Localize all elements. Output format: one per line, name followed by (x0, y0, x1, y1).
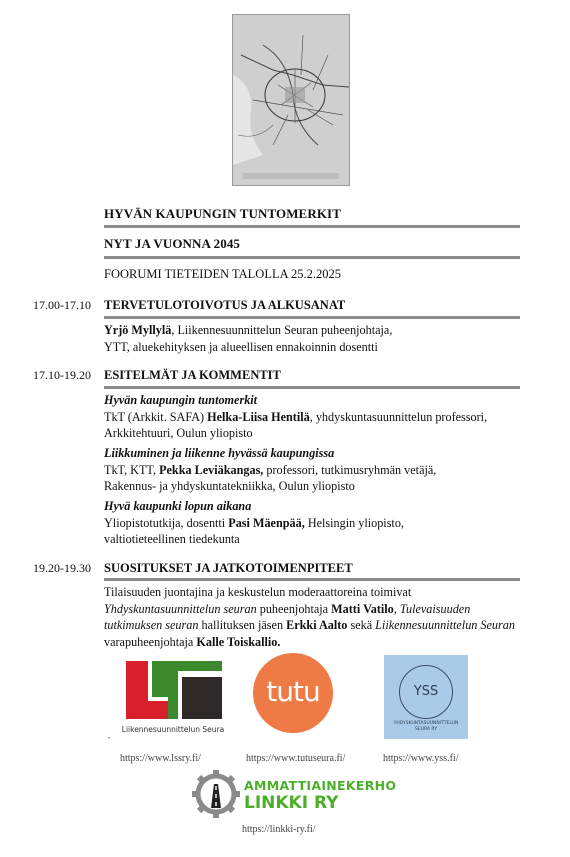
talk-title: Liikkuminen ja liikenne hyvässä kaupungissa (104, 446, 335, 460)
linkki-link[interactable]: https://linkki-ry.fi/ (242, 824, 316, 835)
talk-speaker-post: Helsingin yliopisto, (304, 515, 404, 530)
event-subtitle: NYT JA VUONNA 2045 (104, 236, 241, 251)
talk-speaker-pre: Yliopistotutkija, dosentti (104, 515, 229, 530)
talk-speaker-name: Pasi Mäenpää, (228, 515, 305, 530)
tutu-logo: tutu (253, 653, 333, 733)
yss-sub-line1: YHDYSKUNTASUUNNITTELUN (393, 721, 459, 726)
lssry-logo-mark (118, 657, 228, 723)
yss-logo (384, 655, 468, 739)
yss-link[interactable]: https://www.yss.fi/ (383, 753, 459, 764)
tutu-link[interactable]: https://www.tutuseura.fi/ (246, 753, 346, 764)
yss-sub-line2: SEURA RY (414, 726, 438, 732)
yss-logo-ring: YSS (399, 665, 453, 719)
linkki-logo-line1: AMMATTIAINEKERHO (244, 778, 397, 793)
session-title: SUOSITUKSET JA JATKOTOIMENPITEET (104, 561, 353, 575)
talk-title: Hyvä kaupunki lopun aikana (104, 499, 252, 513)
session-time: 17.00-17.10 (33, 298, 91, 312)
map-drawing (233, 15, 349, 185)
gear-icon-svg (192, 770, 240, 818)
talk-speaker-name: Helka-Liisa Hentilä (207, 409, 310, 424)
speaker-role-line2: YTT, aluekehityksen ja alueellisen ennakoinnin dosentti (104, 339, 378, 354)
session-title: TERVETULOTOIVOTUS JA ALKUSANAT (104, 298, 346, 312)
city-map-image (232, 14, 350, 186)
talk-speaker-post: , yhdyskuntasuunnittelun professori, (309, 409, 488, 424)
moderators-paragraph (104, 584, 539, 650)
text: puheenjohtaja (256, 601, 332, 616)
session-speaker (104, 322, 524, 355)
talk-speaker-post: professori, tutkimusryhmän vetäjä, (263, 462, 437, 477)
title-divider (104, 225, 520, 228)
yss-logo-subtitle (384, 721, 468, 732)
talk-speaker-pre: TkT (Arkkit. SAFA) (104, 409, 208, 424)
org-name: Yhdyskuntasuunnittelun seuran (104, 601, 257, 616)
talk-speaker-name: Pekka Leviäkangas, (159, 462, 264, 477)
talk-speaker-line2: valtiotieteellinen tiedekunta (104, 532, 240, 546)
talk-block (104, 445, 524, 495)
session-title: ESITELMÄT JA KOMMENTIT (104, 368, 281, 382)
session-divider (104, 316, 520, 319)
text: sekä (347, 618, 376, 632)
forum-line: FOORUMI TIETEIDEN TALOLLA 25.2.2025 (104, 267, 342, 281)
lssry-logo (118, 657, 228, 739)
text: , (393, 601, 400, 616)
person-name: Matti Vatilo (331, 601, 394, 616)
org-name: Tulevaisuuden (399, 601, 471, 616)
gear-icon (192, 770, 240, 818)
person-name: Kalle Toiskallio. (196, 634, 281, 649)
moderators-intro: Tilaisuuden juontajina ja keskustelun moderaattoreina toimivat (104, 585, 412, 599)
talk-speaker-pre: TkT, KTT, (104, 462, 160, 477)
session-divider (104, 386, 520, 389)
session-time: 19.20-19.30 (33, 561, 91, 575)
linkki-logo-line2: LINKKI RY (244, 793, 339, 813)
subtitle-divider (104, 256, 520, 259)
person-name: Erkki Aalto (286, 618, 348, 632)
session-time: 17.10-19.20 (33, 368, 91, 382)
speaker-name: Yrjö Myllylä (104, 323, 172, 337)
talk-block (104, 392, 524, 442)
org-name: tutkimuksen seuran (104, 618, 199, 632)
dot-mark: • (108, 736, 111, 742)
session-divider (104, 578, 520, 581)
lssry-logo-name: Liikennesuunnittelun Seura (121, 725, 225, 734)
talk-block (104, 498, 524, 548)
speaker-role: , Liikennesuunnittelun Seuran puheenjohtaja, (171, 323, 393, 337)
talk-speaker-line2: Rakennus- ja yhdyskuntatekniikka, Oulun yliopisto (104, 479, 355, 493)
org-name: Liikennesuunnittelun Seuran (375, 618, 515, 632)
talk-title: Hyvän kaupungin tuntomerkit (104, 393, 258, 407)
text: hallituksen jäsen (198, 618, 287, 632)
text: varapuheenjohtaja (104, 634, 197, 649)
lssry-link[interactable]: https://www.lssry.fi/ (120, 753, 201, 764)
talk-speaker-line2: Arkkitehtuuri, Oulun yliopisto (104, 426, 253, 440)
event-title: HYVÄN KAUPUNGIN TUNTOMERKIT (104, 206, 341, 221)
